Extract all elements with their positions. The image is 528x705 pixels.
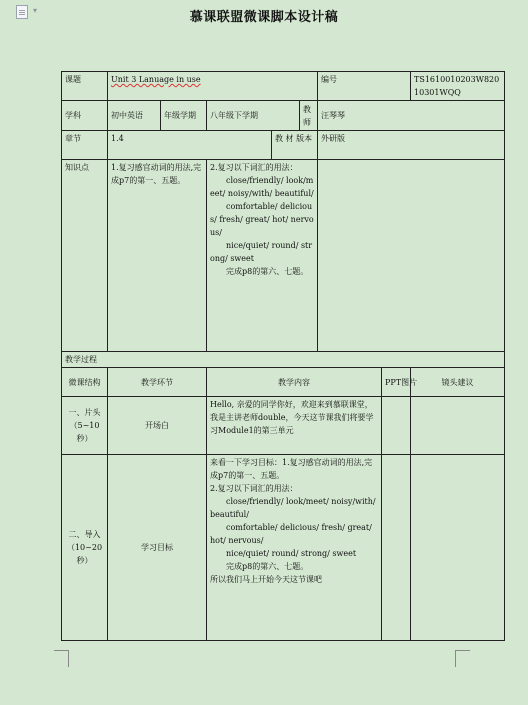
table-row xyxy=(62,160,505,352)
header-step: 教学环节 xyxy=(108,368,207,397)
code-label: 编号 xyxy=(318,72,411,101)
page-corner-mark xyxy=(455,650,470,667)
topic-value[interactable]: Unit 3 Lanuage in use xyxy=(108,72,318,101)
header-ppt: PPT图片 xyxy=(382,368,411,397)
row1-camera[interactable] xyxy=(411,397,505,455)
row2-content[interactable]: 来看一下学习目标：1.复习感官动词的用法,完成p7的第一、五题。 2.复习以下词汇的用法： close/friendly/ look/meet/ noisy/with/ beautiful/ comfortable/ delicious/ fresh/ great/ hot/ nervous/ nice/quiet/ round/ strong/ sweet 完成p8的第六、七题。 所以我们马上开始今天这节课吧 xyxy=(207,455,382,641)
row2-camera[interactable] xyxy=(411,455,505,641)
grade-label: 年级学期 xyxy=(161,101,207,131)
chevron-down-icon[interactable]: ▾ xyxy=(33,6,38,15)
chapter-label: 章节 xyxy=(62,131,108,160)
subject-label: 学科 xyxy=(62,101,108,131)
row1-ppt[interactable] xyxy=(382,397,411,455)
header-content: 教学内容 xyxy=(207,368,382,397)
grade-value[interactable]: 八年级下学期 xyxy=(207,101,300,131)
row2-structure[interactable]: 二、导入（10~20秒） xyxy=(62,455,108,641)
table-row xyxy=(62,352,505,368)
teacher-label: 教师 xyxy=(300,101,318,131)
row1-content[interactable]: Hello, 亲爱的同学你好，欢迎来到慕联课堂，我是主讲老师double，今天这节课我们将要学习Module1的第三单元 xyxy=(207,397,382,455)
table-row xyxy=(62,368,505,397)
row2-ppt[interactable] xyxy=(382,455,411,641)
table-row xyxy=(62,455,505,641)
table-row xyxy=(62,397,505,455)
knowledge-blank[interactable] xyxy=(318,160,505,352)
page-title: 慕课联盟微课脚本设计稿 xyxy=(189,10,339,25)
row2-step[interactable]: 学习目标 xyxy=(108,455,207,641)
code-value[interactable]: TS1610010203W82010301WQQ xyxy=(411,72,505,101)
subject-value[interactable]: 初中英语 xyxy=(108,101,161,131)
header-camera: 镜头建议 xyxy=(411,368,505,397)
row1-step[interactable]: 开场白 xyxy=(108,397,207,455)
textbook-label: 教 材 版本 xyxy=(272,131,318,160)
table-row xyxy=(62,72,505,101)
script-table xyxy=(61,71,505,641)
table-row xyxy=(62,101,505,131)
teacher-value[interactable]: 汪琴琴 xyxy=(318,101,505,131)
knowledge-label: 知识点 xyxy=(62,160,108,352)
knowledge-point-2[interactable]: 2.复习以下词汇的用法： close/friendly/ look/meet/ noisy/with/ beautiful/ comfortable/ delicious/ fresh/ great/ hot/ nervous/ nice/quiet/ round/ strong/ sweet 完成p8的第六、七题。 xyxy=(207,160,318,352)
knowledge-point-1[interactable]: 1.复习感官动词的用法,完成p7的第一、五题。 xyxy=(108,160,207,352)
process-label: 教学过程 xyxy=(62,352,505,368)
textbook-value[interactable]: 外研版 xyxy=(318,131,505,160)
topic-label: 课题 xyxy=(62,72,108,101)
row1-structure[interactable]: 一、片头（5~10秒） xyxy=(62,397,108,455)
header-structure: 微课结构 xyxy=(62,368,108,397)
chapter-value[interactable]: 1.4 xyxy=(108,131,272,160)
page-corner-mark xyxy=(54,650,69,667)
table-row xyxy=(62,131,505,160)
